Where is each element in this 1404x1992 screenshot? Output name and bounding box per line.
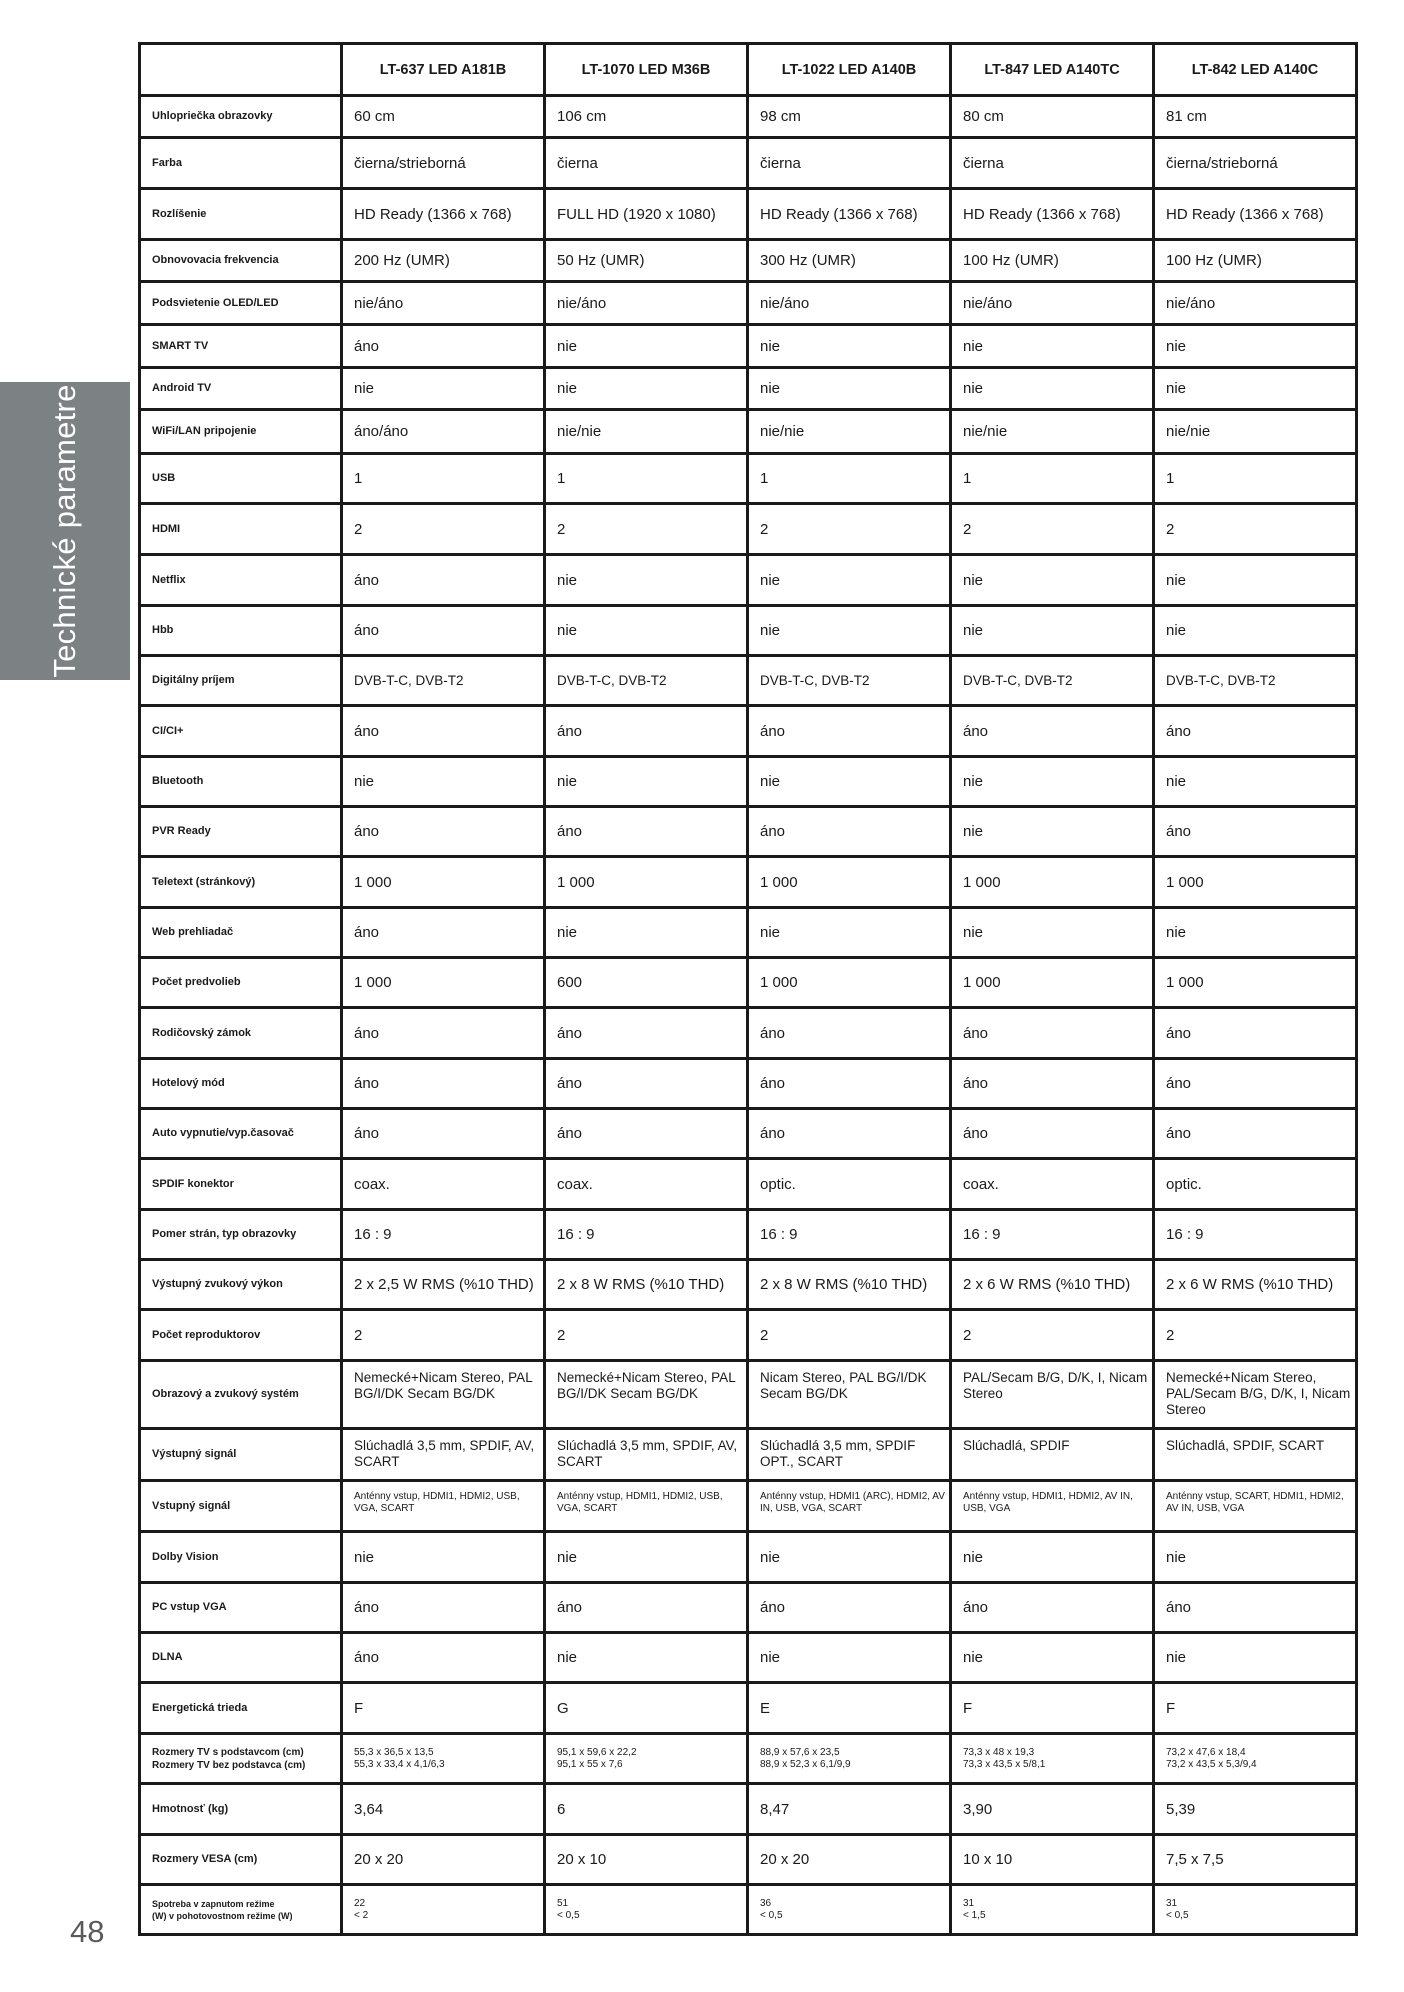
table-header-row (140, 44, 1357, 96)
table-row (140, 1109, 1357, 1159)
spec-label-line: Rozmery TV s podstavcom (cm) (152, 1746, 304, 1758)
table-row (140, 504, 1357, 555)
spec-value-line: < 0,5 (1166, 1909, 1189, 1921)
spec-value: nie/nie (951, 410, 1154, 454)
spec-value: 200 Hz (UMR) (342, 240, 545, 282)
spec-label: USB (140, 454, 342, 504)
table-row (140, 908, 1357, 958)
spec-value: nie (748, 757, 951, 807)
spec-value: áno (1154, 1059, 1357, 1109)
table-row (140, 1361, 1357, 1429)
spec-value-line: 55,3 x 33,4 x 4,1/6,3 (354, 1758, 445, 1770)
spec-value: nie (748, 1532, 951, 1583)
spec-value: nie (545, 1633, 748, 1683)
spec-value: 2 x 8 W RMS (%10 THD) (545, 1260, 748, 1310)
spec-value: čierna (545, 138, 748, 189)
spec-value: Anténny vstup, HDMI1, HDMI2, USB, VGA, SCART (545, 1481, 748, 1532)
spec-value-line: 88,9 x 57,6 x 23,5 (760, 1746, 840, 1758)
spec-value: 1 000 (545, 857, 748, 908)
spec-value: čierna (951, 138, 1154, 189)
table-row (140, 1835, 1357, 1885)
spec-value (342, 1885, 545, 1935)
section-side-tab (0, 382, 130, 680)
spec-value: 1 000 (748, 857, 951, 908)
spec-value: nie (1154, 606, 1357, 656)
spec-label (140, 1885, 342, 1935)
table-row (140, 368, 1357, 410)
spec-value-line: 73,2 x 43,5 x 5,3/9,4 (1166, 1758, 1257, 1770)
spec-value: 16 : 9 (951, 1210, 1154, 1260)
spec-value: 1 000 (748, 958, 951, 1008)
spec-value: áno (951, 1008, 1154, 1059)
spec-value: nie (748, 606, 951, 656)
spec-value (1154, 1734, 1357, 1784)
spec-value-line: < 0,5 (760, 1909, 783, 1921)
spec-value: DVB-T-C, DVB-T2 (748, 656, 951, 706)
spec-value: áno (748, 1109, 951, 1159)
spec-value: nie (951, 908, 1154, 958)
table-row (140, 325, 1357, 368)
spec-label: Dolby Vision (140, 1532, 342, 1583)
spec-label: Uhlopriečka obrazovky (140, 96, 342, 138)
spec-value (951, 1734, 1154, 1784)
table-row (140, 555, 1357, 606)
spec-label: Obnovovacia frekvencia (140, 240, 342, 282)
spec-value: nie (951, 1532, 1154, 1583)
spec-value: 80 cm (951, 96, 1154, 138)
spec-value: 3,64 (342, 1784, 545, 1835)
model-header: LT-842 LED A140C (1154, 44, 1357, 96)
spec-value: nie/nie (545, 410, 748, 454)
spec-label: SMART TV (140, 325, 342, 368)
spec-value: Anténny vstup, SCART, HDMI1, HDMI2, AV IN, USB, VGA (1154, 1481, 1357, 1532)
spec-value-line: < 0,5 (557, 1909, 580, 1921)
spec-value: áno (951, 706, 1154, 757)
spec-value: coax. (342, 1159, 545, 1210)
spec-label: Android TV (140, 368, 342, 410)
spec-value: 3,90 (951, 1784, 1154, 1835)
spec-value: coax. (545, 1159, 748, 1210)
spec-value: 600 (545, 958, 748, 1008)
spec-label-line: Spotreba v zapnutom režime (152, 1898, 275, 1909)
spec-value: DVB-T-C, DVB-T2 (545, 656, 748, 706)
spec-value: Anténny vstup, HDMI1 (ARC), HDMI2, AV IN, USB, VGA, SCART (748, 1481, 951, 1532)
spec-value: nie (1154, 555, 1357, 606)
spec-value: Slúchadlá 3,5 mm, SPDIF, AV, SCART (342, 1429, 545, 1481)
spec-value: 2 (951, 504, 1154, 555)
spec-label: Auto vypnutie/vyp.časovač (140, 1109, 342, 1159)
table-row (140, 282, 1357, 325)
spec-value: coax. (951, 1159, 1154, 1210)
spec-value-line: 73,3 x 48 x 19,3 (963, 1746, 1035, 1758)
table-row (140, 138, 1357, 189)
spec-value: nie (1154, 908, 1357, 958)
table-row (140, 857, 1357, 908)
spec-value: áno (545, 1008, 748, 1059)
spec-value: 1 000 (1154, 958, 1357, 1008)
spec-value: áno (342, 1583, 545, 1633)
table-row (140, 1210, 1357, 1260)
table-row (140, 1683, 1357, 1734)
spec-value: áno (342, 325, 545, 368)
table-row (140, 757, 1357, 807)
spec-label: Výstupný zvukový výkon (140, 1260, 342, 1310)
spec-value: áno (342, 1008, 545, 1059)
spec-value: HD Ready (1366 x 768) (748, 189, 951, 240)
spec-label: Web prehliadač (140, 908, 342, 958)
spec-table (138, 42, 1358, 1936)
spec-label: Hmotnosť (kg) (140, 1784, 342, 1835)
spec-value: nie (748, 1633, 951, 1683)
table-row (140, 410, 1357, 454)
spec-value: Anténny vstup, HDMI1, HDMI2, AV IN, USB, VGA (951, 1481, 1154, 1532)
spec-value (951, 1885, 1154, 1935)
spec-value: nie (342, 1532, 545, 1583)
spec-value: 60 cm (342, 96, 545, 138)
spec-value: nie (748, 368, 951, 410)
spec-value: 50 Hz (UMR) (545, 240, 748, 282)
table-row (140, 807, 1357, 857)
table-row (140, 1159, 1357, 1210)
spec-value: 1 000 (1154, 857, 1357, 908)
spec-value: nie (951, 807, 1154, 857)
spec-label: Hotelový mód (140, 1059, 342, 1109)
spec-value: Slúchadlá 3,5 mm, SPDIF, AV, SCART (545, 1429, 748, 1481)
spec-value: DVB-T-C, DVB-T2 (951, 656, 1154, 706)
spec-label: CI/CI+ (140, 706, 342, 757)
table-row (140, 1583, 1357, 1633)
spec-value-line: 31 (1166, 1897, 1178, 1909)
spec-value: 1 (748, 454, 951, 504)
spec-value: 2 x 6 W RMS (%10 THD) (1154, 1260, 1357, 1310)
spec-value (545, 1885, 748, 1935)
spec-value: 2 x 6 W RMS (%10 THD) (951, 1260, 1154, 1310)
spec-value: HD Ready (1366 x 768) (1154, 189, 1357, 240)
spec-value: 300 Hz (UMR) (748, 240, 951, 282)
spec-label: Rozmery VESA (cm) (140, 1835, 342, 1885)
spec-value: 2 x 2,5 W RMS (%10 THD) (342, 1260, 545, 1310)
spec-value: HD Ready (1366 x 768) (951, 189, 1154, 240)
spec-value-line: 55,3 x 36,5 x 13,5 (354, 1746, 434, 1758)
spec-value: áno (342, 908, 545, 958)
spec-value: áno (1154, 1583, 1357, 1633)
table-row (140, 1310, 1357, 1361)
spec-value: 1 000 (342, 857, 545, 908)
spec-value-line: 51 (557, 1897, 569, 1909)
spec-value: 2 (545, 504, 748, 555)
page-number: 48 (70, 1914, 105, 1949)
table-row (140, 1633, 1357, 1683)
spec-value: nie (342, 368, 545, 410)
spec-label: Počet predvolieb (140, 958, 342, 1008)
spec-value: nie (1154, 757, 1357, 807)
spec-value: 2 (1154, 1310, 1357, 1361)
spec-value: áno (342, 555, 545, 606)
spec-value: nie (1154, 1532, 1357, 1583)
spec-value: Nicam Stereo, PAL BG/I/DK Secam BG/DK (748, 1361, 951, 1429)
spec-value: nie (1154, 368, 1357, 410)
spec-value: Anténny vstup, HDMI1, HDMI2, USB, VGA, SCART (342, 1481, 545, 1532)
spec-value: G (545, 1683, 748, 1734)
spec-value: áno (748, 807, 951, 857)
spec-value: áno (545, 807, 748, 857)
spec-value: áno (1154, 706, 1357, 757)
spec-label: Rozlíšenie (140, 189, 342, 240)
spec-value: áno/áno (342, 410, 545, 454)
spec-value-line: 73,2 x 47,6 x 18,4 (1166, 1746, 1246, 1758)
spec-label: Netflix (140, 555, 342, 606)
spec-value: áno (951, 1583, 1154, 1633)
spec-value: čierna (748, 138, 951, 189)
spec-value: 2 (545, 1310, 748, 1361)
spec-value: áno (342, 807, 545, 857)
spec-value: áno (342, 1633, 545, 1683)
table-row (140, 454, 1357, 504)
spec-value (342, 1734, 545, 1784)
spec-value: 2 (748, 504, 951, 555)
spec-value-line: 73,3 x 43,5 x 5/8,1 (963, 1758, 1046, 1770)
spec-value: nie (545, 1532, 748, 1583)
table-row (140, 240, 1357, 282)
spec-value: nie (1154, 1633, 1357, 1683)
table-row (140, 1059, 1357, 1109)
spec-value: F (342, 1683, 545, 1734)
spec-label: Hbb (140, 606, 342, 656)
spec-value: 1 (342, 454, 545, 504)
table-row (140, 1260, 1357, 1310)
spec-value: áno (342, 1059, 545, 1109)
spec-label: PC vstup VGA (140, 1583, 342, 1633)
spec-value: 5,39 (1154, 1784, 1357, 1835)
spec-value: 1 (1154, 454, 1357, 504)
table-row (140, 1429, 1357, 1481)
spec-value: 98 cm (748, 96, 951, 138)
spec-value: 8,47 (748, 1784, 951, 1835)
spec-value: nie (951, 555, 1154, 606)
spec-value: Slúchadlá 3,5 mm, SPDIF OPT., SCART (748, 1429, 951, 1481)
spec-value-line: < 2 (354, 1909, 369, 1921)
spec-value: 16 : 9 (748, 1210, 951, 1260)
spec-value: 20 x 10 (545, 1835, 748, 1885)
spec-value-line: 95,1 x 59,6 x 22,2 (557, 1746, 637, 1758)
spec-value: áno (545, 706, 748, 757)
spec-value: nie (545, 757, 748, 807)
spec-value: 1 (545, 454, 748, 504)
table-row (140, 1885, 1357, 1935)
spec-value: 7,5 x 7,5 (1154, 1835, 1357, 1885)
spec-value: áno (545, 1109, 748, 1159)
spec-value: nie (951, 1633, 1154, 1683)
spec-value: 6 (545, 1784, 748, 1835)
spec-value: F (1154, 1683, 1357, 1734)
spec-label: Rodičovský zámok (140, 1008, 342, 1059)
spec-value: Slúchadlá, SPDIF, SCART (1154, 1429, 1357, 1481)
spec-value-line: 31 (963, 1897, 975, 1909)
spec-value: nie/nie (1154, 410, 1357, 454)
spec-value: 1 000 (951, 958, 1154, 1008)
spec-value: 16 : 9 (545, 1210, 748, 1260)
spec-value: nie/áno (342, 282, 545, 325)
spec-value: 2 (951, 1310, 1154, 1361)
spec-label (140, 1734, 342, 1784)
spec-value: áno (342, 1109, 545, 1159)
spec-label: Pomer strán, typ obrazovky (140, 1210, 342, 1260)
table-row (140, 656, 1357, 706)
spec-label: SPDIF konektor (140, 1159, 342, 1210)
spec-value: DVB-T-C, DVB-T2 (1154, 656, 1357, 706)
spec-value-line: 95,1 x 55 x 7,6 (557, 1758, 623, 1770)
spec-value-line: 22 (354, 1897, 366, 1909)
spec-label: WiFi/LAN pripojenie (140, 410, 342, 454)
spec-value: 20 x 20 (342, 1835, 545, 1885)
table-header-corner (140, 44, 342, 96)
spec-value: áno (1154, 1109, 1357, 1159)
spec-value: áno (748, 1008, 951, 1059)
spec-value: PAL/Secam B/G, D/K, I, Nicam Stereo (951, 1361, 1154, 1429)
spec-label: Farba (140, 138, 342, 189)
spec-label: Výstupný signál (140, 1429, 342, 1481)
spec-label-line: Rozmery TV bez podstavca (cm) (152, 1759, 306, 1771)
spec-value: nie/áno (1154, 282, 1357, 325)
spec-label: Vstupný signál (140, 1481, 342, 1532)
spec-value: FULL HD (1920 x 1080) (545, 189, 748, 240)
spec-value: nie/áno (545, 282, 748, 325)
section-title: Technické parametre (47, 384, 82, 678)
spec-value: nie (545, 908, 748, 958)
spec-value: nie (748, 325, 951, 368)
spec-value: áno (545, 1059, 748, 1109)
table-row (140, 706, 1357, 757)
spec-value: 1 000 (342, 958, 545, 1008)
spec-value: 100 Hz (UMR) (1154, 240, 1357, 282)
model-header: LT-1070 LED M36B (545, 44, 748, 96)
spec-label: Bluetooth (140, 757, 342, 807)
spec-value: nie (545, 325, 748, 368)
spec-value: áno (748, 1059, 951, 1109)
spec-value: 2 (748, 1310, 951, 1361)
spec-label: PVR Ready (140, 807, 342, 857)
spec-label: Teletext (stránkový) (140, 857, 342, 908)
spec-value: nie/nie (748, 410, 951, 454)
spec-value: áno (1154, 1008, 1357, 1059)
spec-label: Podsvietenie OLED/LED (140, 282, 342, 325)
spec-value: nie (545, 368, 748, 410)
table-row (140, 1532, 1357, 1583)
spec-value: áno (951, 1059, 1154, 1109)
spec-value: nie (1154, 325, 1357, 368)
spec-value: nie (748, 555, 951, 606)
spec-value: F (951, 1683, 1154, 1734)
model-header: LT-1022 LED A140B (748, 44, 951, 96)
spec-value: 100 Hz (UMR) (951, 240, 1154, 282)
spec-value: 2 (342, 504, 545, 555)
table-row (140, 189, 1357, 240)
spec-value: nie (951, 606, 1154, 656)
spec-value: áno (545, 1583, 748, 1633)
spec-value: 81 cm (1154, 96, 1357, 138)
spec-value: nie (951, 368, 1154, 410)
spec-value: nie (951, 757, 1154, 807)
spec-value: optic. (1154, 1159, 1357, 1210)
spec-label: HDMI (140, 504, 342, 555)
spec-value: 16 : 9 (1154, 1210, 1357, 1260)
spec-value: Nemecké+Nicam Stereo, PAL/Secam B/G, D/K, I, Nicam Stereo (1154, 1361, 1357, 1429)
spec-value: optic. (748, 1159, 951, 1210)
spec-value: Slúchadlá, SPDIF (951, 1429, 1154, 1481)
spec-value: 20 x 20 (748, 1835, 951, 1885)
spec-value: HD Ready (1366 x 768) (342, 189, 545, 240)
spec-value: 1 (951, 454, 1154, 504)
spec-value: nie (342, 757, 545, 807)
spec-value: 106 cm (545, 96, 748, 138)
spec-value: áno (951, 1109, 1154, 1159)
spec-value (545, 1734, 748, 1784)
spec-value: 10 x 10 (951, 1835, 1154, 1885)
spec-value: nie/áno (748, 282, 951, 325)
spec-label: Energetická trieda (140, 1683, 342, 1734)
table-row (140, 958, 1357, 1008)
spec-value: čierna/strieborná (1154, 138, 1357, 189)
spec-value: čierna/strieborná (342, 138, 545, 189)
spec-value-line: < 1,5 (963, 1909, 986, 1921)
spec-label: Obrazový a zvukový systém (140, 1361, 342, 1429)
spec-value: nie (545, 606, 748, 656)
spec-value: 16 : 9 (342, 1210, 545, 1260)
table-row (140, 1734, 1357, 1784)
spec-value: nie (951, 325, 1154, 368)
spec-value: áno (748, 1583, 951, 1633)
spec-label-line: (W) v pohotovostnom režime (W) (152, 1910, 293, 1921)
table-row (140, 606, 1357, 656)
spec-value: áno (748, 706, 951, 757)
model-header: LT-847 LED A140TC (951, 44, 1154, 96)
table-row (140, 1481, 1357, 1532)
spec-value (748, 1734, 951, 1784)
model-header: LT-637 LED A181B (342, 44, 545, 96)
spec-value: áno (342, 606, 545, 656)
spec-value: nie (545, 555, 748, 606)
table-row (140, 1008, 1357, 1059)
spec-value: áno (1154, 807, 1357, 857)
spec-label: Počet reproduktorov (140, 1310, 342, 1361)
spec-value: nie/áno (951, 282, 1154, 325)
spec-value: E (748, 1683, 951, 1734)
spec-label: Digitálny príjem (140, 656, 342, 706)
spec-value (748, 1885, 951, 1935)
spec-label: DLNA (140, 1633, 342, 1683)
spec-value: nie (748, 908, 951, 958)
spec-value: 2 (1154, 504, 1357, 555)
spec-value-line: 88,9 x 52,3 x 6,1/9,9 (760, 1758, 851, 1770)
spec-value: Nemecké+Nicam Stereo, PAL BG/I/DK Secam BG/DK (342, 1361, 545, 1429)
spec-value (1154, 1885, 1357, 1935)
spec-value: 1 000 (951, 857, 1154, 908)
spec-value: DVB-T-C, DVB-T2 (342, 656, 545, 706)
table-row (140, 1784, 1357, 1835)
table-row (140, 96, 1357, 138)
spec-value: Nemecké+Nicam Stereo, PAL BG/I/DK Secam BG/DK (545, 1361, 748, 1429)
spec-value: 2 x 8 W RMS (%10 THD) (748, 1260, 951, 1310)
spec-value: 2 (342, 1310, 545, 1361)
spec-value-line: 36 (760, 1897, 772, 1909)
spec-value: áno (342, 706, 545, 757)
